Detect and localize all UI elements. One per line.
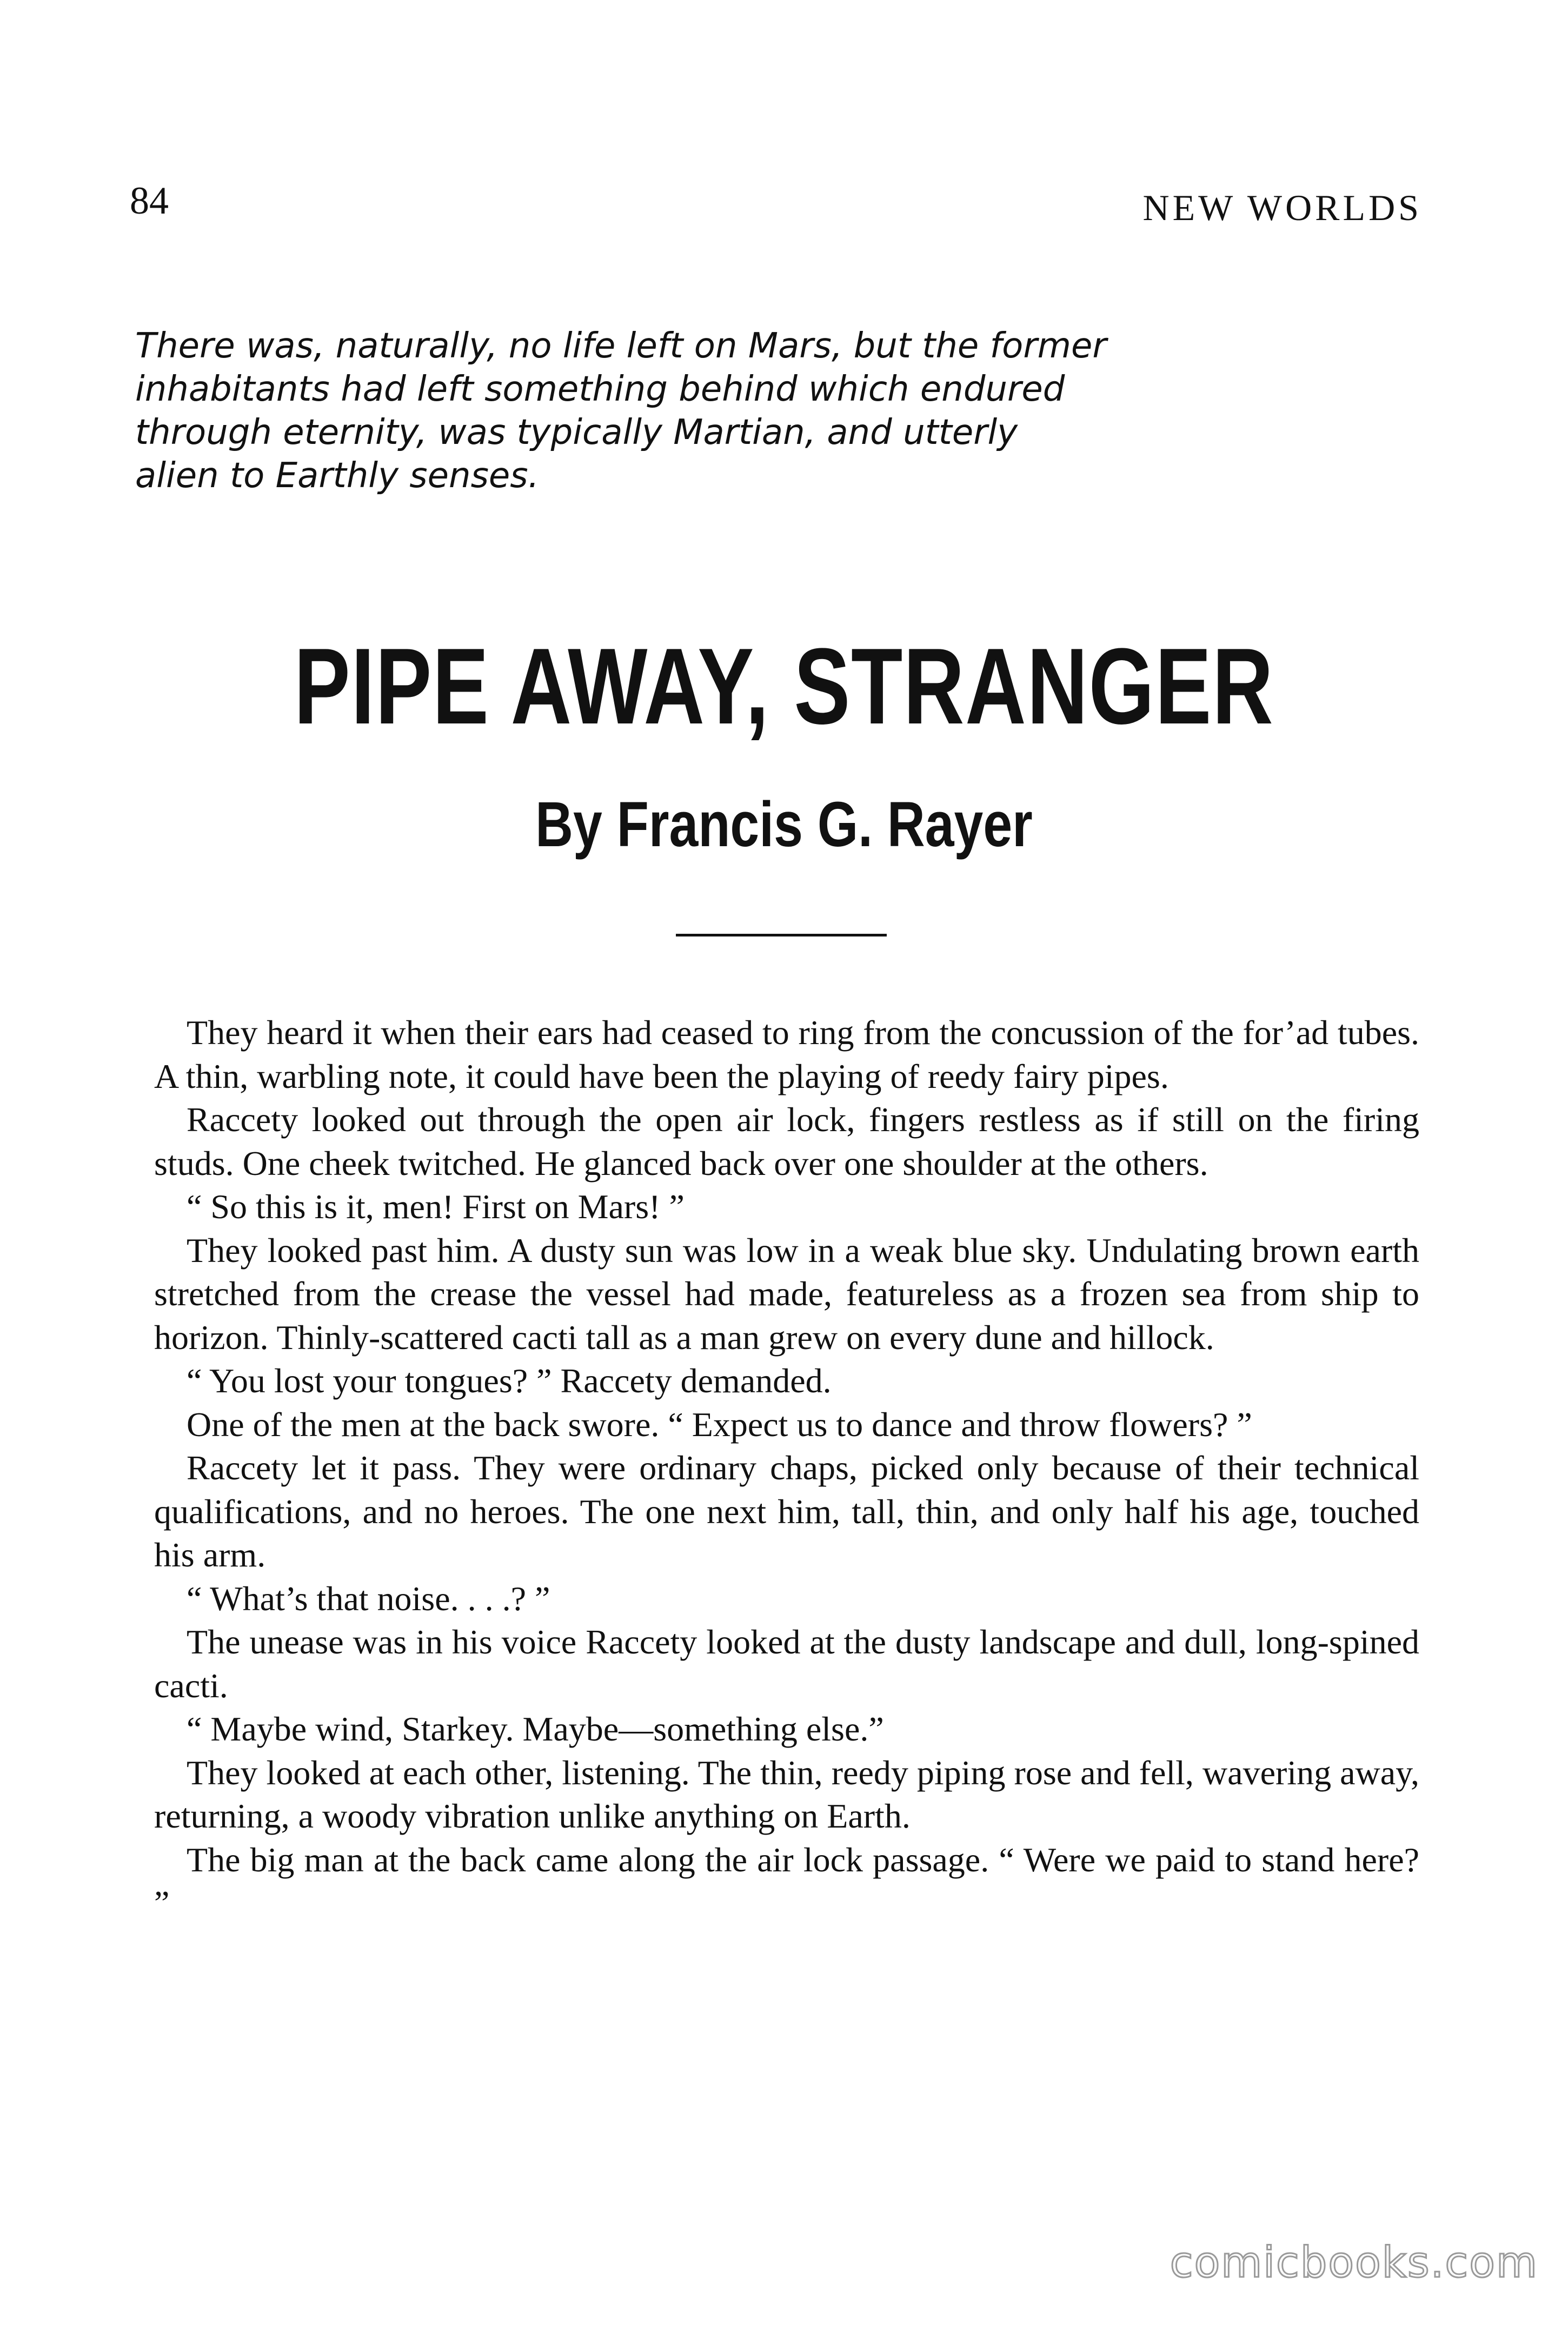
story-title: PIPE AWAY, STRANGER bbox=[294, 626, 1274, 747]
story-body bbox=[154, 1011, 1419, 1925]
paragraph: They looked past him. A dusty sun was low in a weak blue sky. Undulating brown earth stretched from the crease the vessel had made, featureless as a frozen sea from ship to horizon. Thinly-scattered cacti tall as a man grew on every dune and hillock. bbox=[154, 1231, 1419, 1357]
paragraph: Raccety looked out through the open air lock, fingers restless as if still on the firing studs. One cheek twitched. He glanced back over one shoulder at the others. bbox=[154, 1100, 1419, 1183]
paragraph: “ You lost your tongues? ” Raccety demanded. bbox=[187, 1361, 832, 1400]
paragraph: One of the men at the back swore. “ Expect us to dance and throw flowers? ” bbox=[187, 1405, 1252, 1444]
paragraph: “ Maybe wind, Starkey. Maybe—something else.” bbox=[187, 1710, 884, 1748]
title-divider bbox=[676, 934, 887, 936]
page-number: 84 bbox=[130, 179, 169, 222]
paragraph: Raccety let it pass. They were ordinary chaps, picked only because of their technical qualifications, and no heroes. The one next him, tall, thin, and only half his age, touched his arm. bbox=[154, 1449, 1419, 1574]
story-blurb: There was, naturally, no life left on Mars, but the former inhabitants had left something behind which endured through eternity, was typically Martian, and utterly alien to Earthly senses. bbox=[135, 326, 1107, 496]
site-watermark: comicbooks.com bbox=[1170, 2238, 1538, 2287]
story-byline: By Francis G. Rayer bbox=[535, 789, 1033, 860]
paragraph: They looked at each other, listening. The thin, reedy piping rose and fell, wavering away, returning, a woody vibration unlike anything on Earth. bbox=[154, 1753, 1419, 1835]
paragraph: The unease was in his voice Raccety looked at the dusty landscape and dull, long-spined cacti. bbox=[154, 1623, 1419, 1705]
paragraph: “ So this is it, men! First on Mars! ” bbox=[187, 1187, 685, 1226]
paragraph: The big man at the back came along the air lock passage. “ Were we paid to stand here? ” bbox=[154, 1840, 1419, 1922]
paragraph: “ What’s that noise. . . .? ” bbox=[187, 1579, 550, 1618]
running-head: NEW WORLDS bbox=[1142, 187, 1422, 228]
paragraph: They heard it when their ears had ceased to ring from the concussion of the for’ad tubes. A thin, warbling note, it could have been the playing of reedy fairy pipes. bbox=[154, 1013, 1419, 1095]
